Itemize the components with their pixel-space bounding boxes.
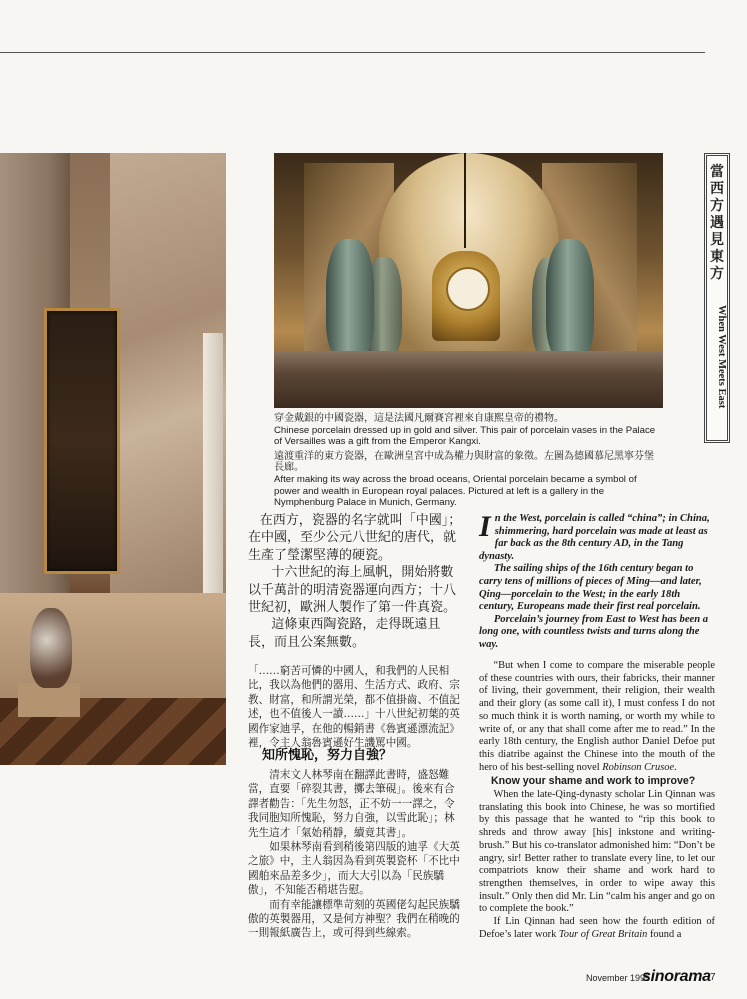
page-number: 7 (710, 972, 716, 983)
photo-gilt-clock (432, 251, 500, 341)
photo-celadon-vase-right (546, 239, 594, 359)
photo-vase (30, 608, 72, 688)
drop-cap: I (479, 510, 491, 543)
zh-intro (248, 512, 463, 651)
zh-intro-p3: 這條東西陶瓷路，走得既遠且長，而且公案無數。 (248, 617, 441, 650)
top-rule (0, 52, 705, 53)
book-title-robinson-crusoe: Robinson Crusoe (602, 761, 675, 773)
en-body-p1 (479, 660, 715, 774)
gallery-photo (0, 153, 226, 765)
en-body-p1-end: . (674, 761, 677, 773)
section-tab-en: When West Meets East (716, 305, 727, 409)
zh-intro-p2: 十六世紀的海上風帆，開始將數以千萬計的明清瓷器運向西方；十八世紀初，歐洲人製作了第一件真瓷。 (248, 565, 457, 616)
photo-clock-face (446, 267, 490, 311)
versailles-vases-photo (274, 153, 663, 408)
zh-section-heading: 知所愧恥，努力自強？ (262, 748, 393, 763)
zh-section-p2: 如果林琴南看到稍後第四版的迪孚《大英之旅》中，主人翁因為看到英製瓷杯「不比中國舶來品差多少」，而大大引以為「民族驕傲」，不知能否稍堪告慰。 (248, 841, 460, 897)
photo-painting (44, 308, 120, 574)
zh-quote-text: 「……窮苦可憐的中國人，和我們的人民相比，我以為他們的器用、生活方式、政府、宗教、財富，和所謂光榮，都不值掛齒、不值記述，也不值後人一讀……」十八世紀初葉的英國作家迪孚，在他的暢銷書《魯賓遜漂流記》裡，令主人翁魯賓遜好生譏罵中國。 (248, 665, 460, 750)
photo-captions (274, 413, 663, 509)
book-title-tour: Tour of Great Britain (558, 928, 648, 940)
en-body-p3 (479, 916, 715, 941)
zh-quote (248, 664, 463, 750)
zh-intro-p1: 在西方，瓷器的名字就叫「中國」；在中國，至少公元八世紀的唐代，就生產了瑩潔堅薄的硬瓷。 (248, 513, 462, 563)
en-intro-p3: Porcelain’s journey from East to West has been a long one, with countless twists and turns along the way. (479, 613, 709, 650)
en-body-p3-text: If Lin Qinnan had seen how the fourth edition of Defoe’s later work (479, 916, 715, 940)
en-body-p1-text: “But when I come to compare the miserable people of these countries with ours, their fabricks, their manner of living, their government, their religion, their wealth and their glory (as some call it), I must confess I do not so much think it is worth naming, or worth my while to write of, or any that shall come after me to read.” In the early 18th century, the English author Daniel Defoe put this diatribe against the Chinese into the mouth of the hero of his best-selling novel (479, 660, 715, 773)
section-tab-zh: 當西方遇見東方 (710, 164, 724, 282)
issue-date: November 1995 (586, 973, 651, 983)
caption-zh-2: 遠渡重洋的東方瓷器，在歐洲皇宮中成為權力與財富的象徵。左圖為德國慕尼黑寧芬堡長廊。 (274, 450, 654, 474)
photo-chandelier (464, 153, 466, 248)
zh-section (248, 768, 463, 941)
section-tab (704, 153, 730, 443)
en-body-p2: When the late-Qing-dynasty scholar Lin Qinnan was translating this book into Chinese, he was so mortified by this passage that he wanted to “rip this book to shreds and throw away [his] inkstone and writing-brush.” But his co-translator admonished him: “Don’t be angry, sir! Better rather to translate every line, to let our compatriots know their shame and work hard to strengthen themselves, in order to wipe away this insult.” Only then did Mr. Lin “calm his anger and go on to complete the book.” (479, 789, 715, 915)
caption-zh-1: 穿金戴銀的中國瓷器，這是法國凡爾賽宮裡來自康熙皇帝的禮物。 (274, 413, 564, 424)
en-intro (479, 510, 715, 652)
magazine-logo: sinorama (642, 968, 711, 985)
en-section-heading: Know your shame and work to improve? (491, 775, 696, 788)
en-body (479, 660, 715, 941)
en-intro-p1 (479, 510, 715, 563)
photo-pedestal (18, 683, 80, 717)
photo-celadon-vase-left (326, 239, 374, 359)
caption-en-2: After making its way across the broad oceans, Oriental porcelain became a symbol of power and wealth in European royal palaces. Pictured at left is a gallery in the Nymphenburg Palace in Munich, Germany. (274, 473, 637, 509)
zh-section-p1: 清末文人林琴南在翻譯此書時，盛怒難當，直要「碎裂其書，擲去筆硯」。後來有合譯者勸告：「先生勿怒，正不妨一一譯之，令我同胞知所愧恥，努力自強，以雪此恥」；林先生這才「氣始稍靜，續竟其書」。 (248, 769, 455, 839)
zh-section-p3: 而有幸能讓標準苛刻的英國佬勾起民族驕傲的英製器用，又是何方神聖？我們在稍晚的一則報紙廣告上，或可得到些線索。 (248, 898, 460, 940)
caption-en-1: Chinese porcelain dressed up in gold and silver. This pair of porcelain vases in the Palace of Versailles was a gift from the Emperor Kangxi. (274, 424, 656, 448)
photo-mantel (274, 351, 663, 408)
en-intro-p2: The sailing ships of the 16th century began to carry tens of millions of pieces of Ming—and later, Qing—porcelain to the West; in the early 18th century, Europeans made their first real porcelain. (479, 563, 702, 613)
en-intro-p1-text: n the West, porcelain is called “china”; in China, shimmering, hard porcelain was made at least as far back as the 8th century AD, in the Tang dynasty. (479, 513, 710, 562)
en-body-p3-end: found a (647, 928, 682, 940)
